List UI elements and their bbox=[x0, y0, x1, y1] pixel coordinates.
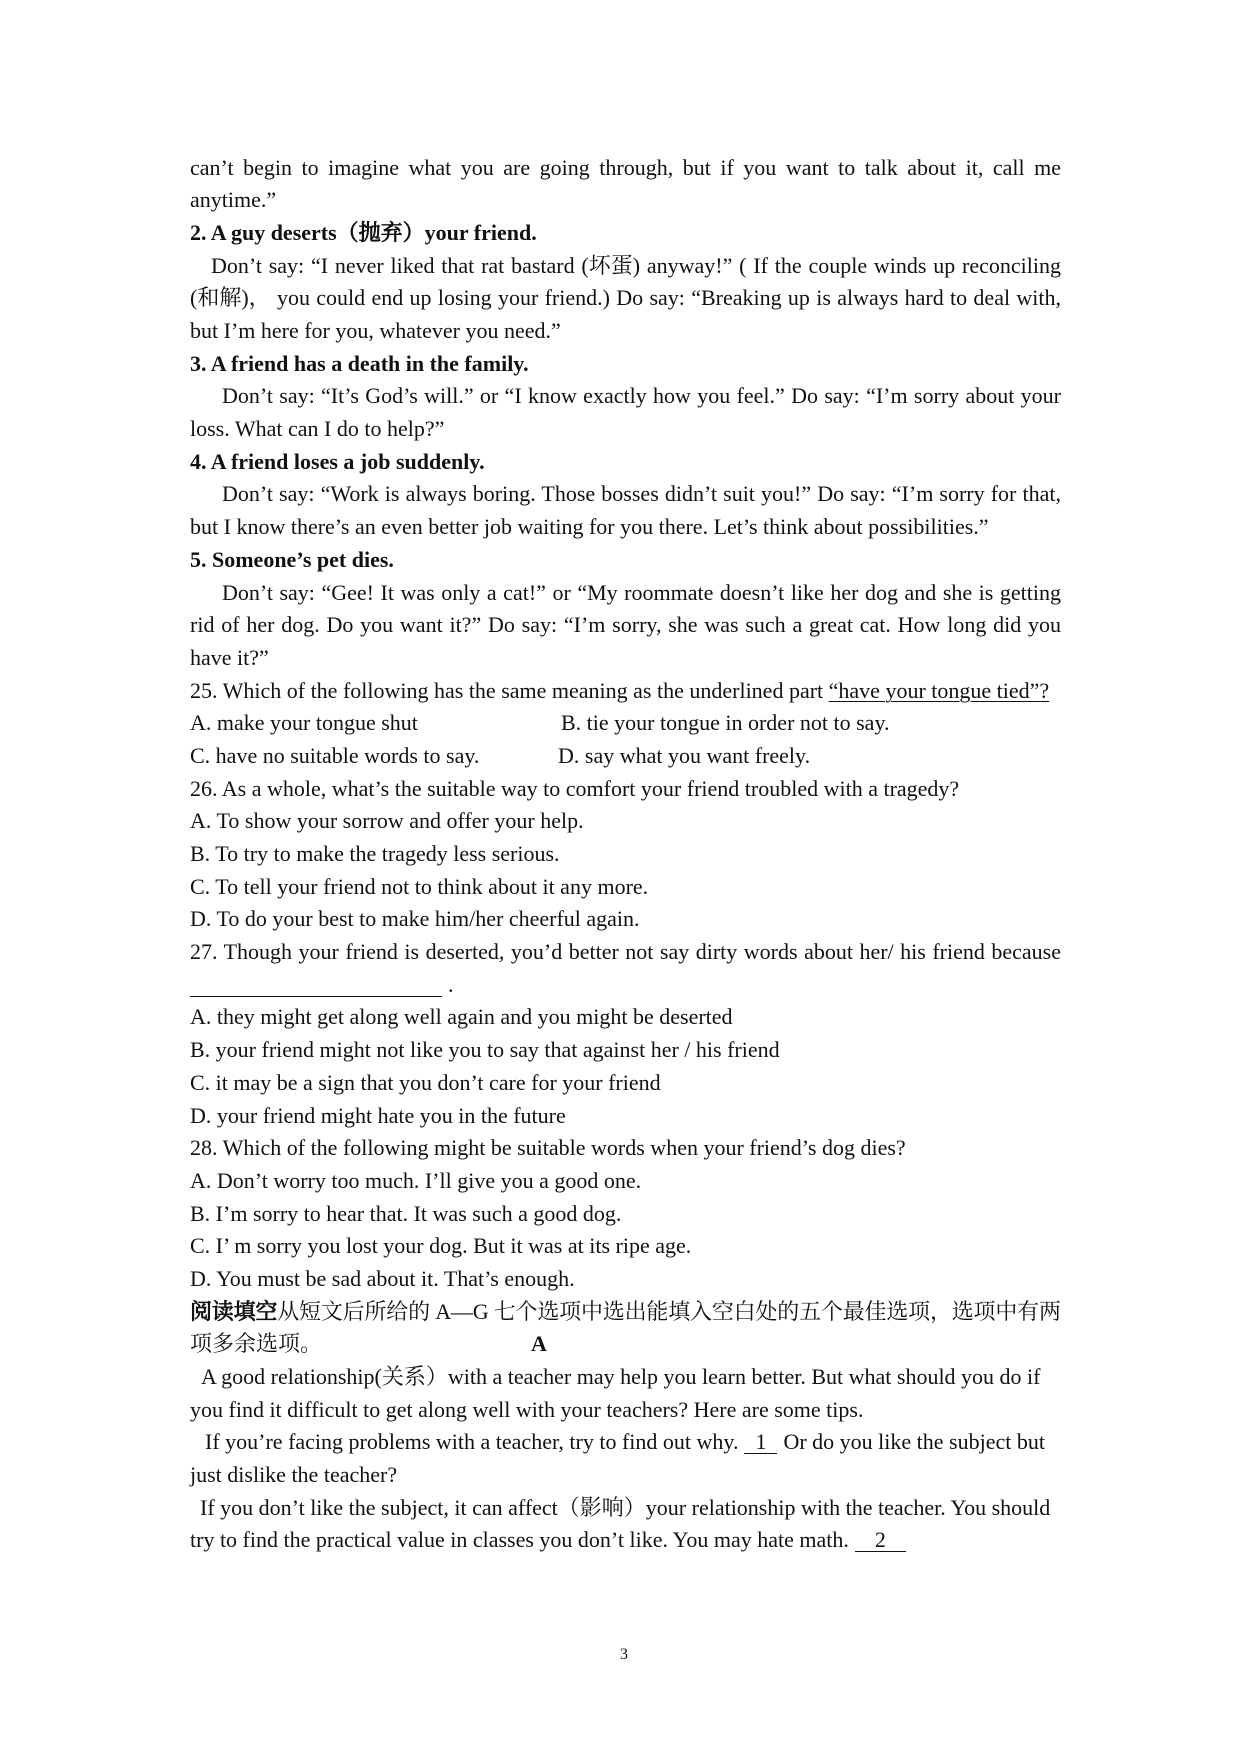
answer-blank bbox=[190, 978, 442, 997]
situation-heading: 3. A friend has a death in the family. bbox=[190, 350, 529, 376]
situation-line bbox=[190, 315, 1061, 348]
section-title: 阅读填空 bbox=[190, 1298, 278, 1324]
option-d: D. your friend might hate you in the future bbox=[190, 1102, 566, 1128]
option-c: C. I’ m sorry you lost your dog. But it was at its ripe age. bbox=[190, 1233, 692, 1259]
question-25 bbox=[190, 675, 1061, 708]
option-d: D. say what you want freely. bbox=[558, 742, 811, 768]
cloze-line bbox=[190, 1492, 1061, 1525]
question-stem: 26. As a whole, what’s the suitable way to comfort your friend troubled with a tragedy? bbox=[190, 775, 960, 801]
option-a: A. they might get along well again and you might be deserted bbox=[190, 1004, 733, 1030]
option-a: A. Don’t worry too much. I’ll give you a good one. bbox=[190, 1167, 642, 1193]
situation-text: rid of her dog. Do you want it?” Do say: “I’m sorry, she was such a great cat. How long did you bbox=[190, 612, 1061, 638]
passage-line bbox=[190, 184, 1061, 217]
situation-text: have it?” bbox=[190, 644, 269, 670]
option-a: A. To show your sorrow and offer your help. bbox=[190, 808, 584, 834]
situation-text: but I know there’s an even better job waiting for you there. Let’s think about possibilities.” bbox=[190, 514, 989, 540]
cloze-instructions bbox=[190, 1328, 1061, 1361]
cloze-instructions bbox=[190, 1296, 1061, 1329]
situation-heading: 4. A friend loses a job suddenly. bbox=[190, 448, 485, 474]
question-27 bbox=[190, 936, 1061, 969]
situation-line bbox=[190, 478, 1061, 511]
option-row bbox=[190, 707, 1061, 740]
situation-line bbox=[190, 250, 1061, 283]
situation-text: Don’t say: “It’s God’s will.” or “I know exactly how you feel.” Do say: “I’m sorry about your bbox=[222, 383, 1061, 409]
situation-text: but I’m here for you, whatever you need.” bbox=[190, 318, 561, 344]
situation-text: Don’t say: “Gee! It was only a cat!” or “My roommate doesn’t like her dog and she is getting bbox=[222, 579, 1061, 605]
answer-blank-line bbox=[190, 969, 1061, 1002]
cloze-line bbox=[190, 1361, 1061, 1394]
option-d: D. You must be sad about it. That’s enough. bbox=[190, 1265, 575, 1291]
situation-line bbox=[190, 577, 1061, 610]
page-number: 3 bbox=[620, 1646, 628, 1663]
cloze-text: Or do you like the subject but bbox=[783, 1429, 1045, 1455]
situation-line bbox=[190, 282, 1061, 315]
blank-2: 2 bbox=[855, 1529, 906, 1552]
situation-line bbox=[190, 642, 1061, 675]
option-c: C. To tell your friend not to think about it any more. bbox=[190, 873, 649, 899]
blank-1: 1 bbox=[744, 1431, 777, 1454]
cloze-line bbox=[190, 1426, 1061, 1459]
underlined-phrase: “have your tongue tied”? bbox=[828, 677, 1050, 703]
cloze-text: If you don’t like the subject, it can affect（影响）your relationship with the teacher. You should bbox=[200, 1494, 1051, 1520]
situation-text: loss. What can I do to help?” bbox=[190, 416, 445, 442]
situation-line bbox=[190, 511, 1061, 544]
passage-text: anytime.” bbox=[190, 187, 277, 213]
passage-text: can’t begin to imagine what you are going through, but if you want to talk about it, call me bbox=[190, 154, 1061, 180]
situation-heading: 2. A guy deserts（抛弃）your friend. bbox=[190, 219, 537, 245]
option-c: C. have no suitable words to say. bbox=[190, 742, 480, 768]
option-b: B. To try to make the tragedy less serious. bbox=[190, 841, 560, 867]
instructions-text: 项多余选项。 bbox=[190, 1331, 323, 1357]
cloze-line bbox=[190, 1394, 1061, 1427]
question-stem: 27. Though your friend is deserted, you’d better not say dirty words about her/ his friend because bbox=[190, 939, 1061, 965]
cloze-instructions-text bbox=[190, 1299, 1061, 1324]
option-row bbox=[190, 740, 1061, 773]
situation-heading: 5. Someone’s pet dies. bbox=[190, 546, 394, 572]
situation-text: Don’t say: “Work is always boring. Those bosses didn’t suit you!” Do say: “I’m sorry for that, bbox=[222, 481, 1061, 507]
cloze-line bbox=[190, 1459, 1061, 1492]
cloze-text: A good relationship(关系）with a teacher may help you learn better. But what should you do if bbox=[201, 1364, 1041, 1390]
option-b: B. tie your tongue in order not to say. bbox=[561, 710, 890, 736]
option-b: B. I’m sorry to hear that. It was such a good dog. bbox=[190, 1200, 622, 1226]
situation-text: Don’t say: “I never liked that rat bastard (坏蛋) anyway!” ( If the couple winds up reconciling bbox=[211, 252, 1061, 278]
option-a: A. make your tongue shut bbox=[190, 710, 418, 736]
option-b: B. your friend might not like you to say that against her / his friend bbox=[190, 1037, 780, 1063]
question-stem: 25. Which of the following has the same meaning as the underlined part bbox=[190, 677, 824, 703]
situation-line bbox=[190, 609, 1061, 642]
option-c: C. it may be a sign that you don’t care for your friend bbox=[190, 1069, 661, 1095]
situation-line bbox=[190, 380, 1061, 413]
cloze-text: If you’re facing problems with a teacher, try to find out why. bbox=[205, 1429, 739, 1455]
cloze-text: you find it difficult to get along well with your teachers? Here are some tips. bbox=[190, 1396, 864, 1422]
blank-end-period: . bbox=[448, 971, 454, 997]
question-28 bbox=[190, 1132, 1061, 1165]
instructions-text: 从短文后所给的 A—G 七个选项中选出能填入空白处的五个最佳选项，选项中有两 bbox=[277, 1298, 1061, 1324]
passage-label: A bbox=[531, 1331, 547, 1357]
cloze-text: try to find the practical value in classes you don’t like. You may hate math. bbox=[190, 1527, 849, 1553]
cloze-line bbox=[190, 1524, 1061, 1557]
question-26 bbox=[190, 773, 1061, 806]
option-d: D. To do your best to make him/her cheerful again. bbox=[190, 906, 640, 932]
situation-text: (和解)， you could end up losing your friend.) Do say: “Breaking up is always hard to deal with, bbox=[190, 285, 1061, 311]
cloze-text: just dislike the teacher? bbox=[190, 1462, 398, 1488]
question-stem: 28. Which of the following might be suitable words when your friend’s dog dies? bbox=[190, 1135, 906, 1161]
document-body bbox=[190, 152, 1061, 1558]
passage-line bbox=[190, 152, 1061, 185]
situation-line bbox=[190, 413, 1061, 446]
